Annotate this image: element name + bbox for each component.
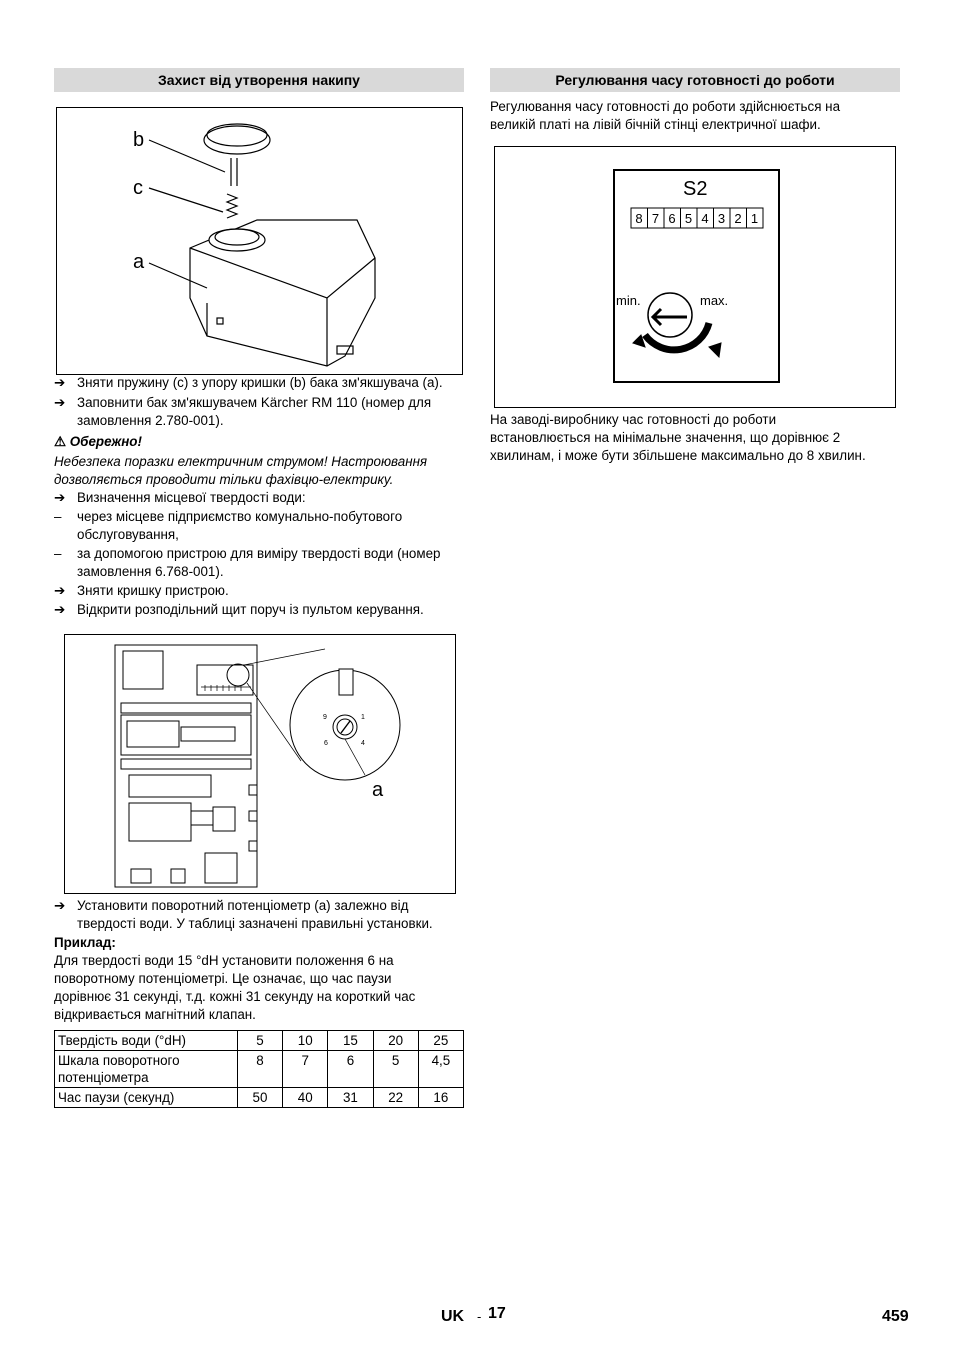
- table-cell: 16: [418, 1088, 463, 1108]
- warning-block: [54, 433, 466, 489]
- dial-label-4: 4: [361, 740, 365, 747]
- step-line: через місцеве підприємство комунально-побутового: [77, 509, 403, 524]
- table-cell: 15: [328, 1031, 373, 1051]
- table-cell: 20: [373, 1031, 418, 1051]
- figure-label-b: b: [133, 129, 145, 151]
- s2-title: S2: [683, 178, 708, 200]
- arrow-right-icon: ➔: [54, 490, 66, 505]
- dip-digit: 5: [684, 211, 693, 226]
- hardness-table: [54, 1030, 464, 1108]
- dial-label-1: 1: [361, 714, 365, 721]
- table-cell: 31: [328, 1088, 373, 1108]
- table-cell: 25: [418, 1031, 463, 1051]
- example-block: [54, 934, 466, 1024]
- softener-tank-illustration: [57, 108, 462, 374]
- table-cell: 8: [237, 1051, 282, 1088]
- step-line: замовлення 6.768-001).: [77, 564, 224, 579]
- step-line: Зняти кришку пристрою.: [77, 583, 229, 598]
- table-row-label: Шкала поворотного потенціометра: [55, 1051, 238, 1088]
- step-line: Відкрити розподільний щит поруч із пультом керування.: [77, 602, 424, 617]
- step-line: твердості води. У таблиці зазначені правильні установки.: [77, 916, 433, 931]
- control-board-illustration: [65, 635, 455, 893]
- step-line: Зняти пружину (c) з упору кришки (b) бака зм'якшувача (a).: [77, 375, 443, 390]
- footer-page-number: 459: [882, 1308, 909, 1325]
- table-row: [55, 1031, 464, 1051]
- example-title: Приклад:: [54, 935, 116, 950]
- step-line: Установити поворотний потенціометр (а) залежно від: [77, 898, 409, 913]
- arrow-right-icon: ➔: [54, 583, 66, 598]
- table-cell: 10: [283, 1031, 328, 1051]
- table-cell: 40: [283, 1088, 328, 1108]
- max-label: max.: [700, 293, 729, 308]
- dip-digit: 3: [717, 211, 726, 226]
- arrow-right-icon: ➔: [54, 395, 66, 410]
- figure-s2-switch: [494, 146, 896, 408]
- example-line: Для твердості води 15 °dH установити положення 6 на: [54, 953, 394, 968]
- table-cell: 50: [237, 1088, 282, 1108]
- dial-label-9: 9: [323, 714, 327, 721]
- outro-line: На заводі-виробнику час готовності до роботи: [490, 412, 777, 427]
- example-line: відкривається магнітний клапан.: [54, 1007, 256, 1022]
- footer-language: UK: [441, 1308, 465, 1325]
- outro-line: хвилинам, і може бути збільшене максимально до 8 хвилин.: [490, 448, 866, 463]
- warning-title: Обережно!: [69, 434, 142, 449]
- figure-label-a: a: [133, 251, 145, 273]
- arrow-right-icon: ➔: [54, 898, 66, 913]
- table-cell: 4,5: [418, 1051, 463, 1088]
- outro-line: встановлюється на мінімальне значення, що дорівнює 2: [490, 430, 841, 445]
- table-cell: 6: [328, 1051, 373, 1088]
- dash-marker: –: [54, 509, 62, 524]
- warning-triangle-icon: ⚠: [54, 434, 67, 449]
- min-label: min.: [616, 293, 641, 308]
- intro-line: великій платі на лівій бічній стінці електричної шафи.: [490, 117, 821, 132]
- intro-line: Регулювання часу готовності до роботи здійснюється на: [490, 99, 841, 114]
- table-row: [55, 1051, 464, 1088]
- standby-outro: [490, 411, 902, 465]
- table-cell: 7: [283, 1051, 328, 1088]
- footer-page-sub: 17: [488, 1305, 506, 1322]
- footer-dash: -: [477, 1309, 482, 1324]
- step-line: за допомогою пристрою для виміру твердості води (номер: [77, 546, 441, 561]
- table-cell: 5: [373, 1051, 418, 1088]
- example-line: поворотному потенціометрі. Це означає, що час паузи: [54, 971, 392, 986]
- step-line: замовлення 2.780-001).: [77, 413, 224, 428]
- step-line: обслуговування,: [77, 527, 179, 542]
- warning-line: дозволяється проводити тільки фахівцю-електрику.: [54, 472, 394, 487]
- section-header-scale-protection: Захист від утворення накипу: [54, 68, 464, 92]
- step-line: Визначення місцевої твердості води:: [77, 490, 306, 505]
- table-row: [55, 1088, 464, 1108]
- dial-label-6: 6: [324, 740, 328, 747]
- dip-digit: 6: [668, 211, 676, 226]
- dip-digit: 8: [635, 211, 643, 226]
- example-line: дорівнює 31 секунді, т.д. кожні 31 секунду на короткий час: [54, 989, 416, 1004]
- table-row-label: Твердість води (°dH): [55, 1031, 238, 1051]
- arrow-right-icon: ➔: [54, 375, 66, 390]
- warning-line: Небезпека поразки електричним струмом! Настроювання: [54, 454, 428, 469]
- dip-digit: 1: [750, 211, 759, 226]
- dip-digit: 7: [651, 211, 660, 226]
- table-cell: 5: [237, 1031, 282, 1051]
- dash-marker: –: [54, 546, 62, 561]
- table-row-label: Час паузи (секунд): [55, 1088, 238, 1108]
- standby-intro: [490, 98, 902, 134]
- s2-switch-illustration: [495, 147, 895, 407]
- section-header-standby-time: Регулювання часу готовності до роботи: [490, 68, 900, 92]
- figure-softener-tank: [56, 107, 463, 375]
- figure-control-board: [64, 634, 456, 894]
- dip-digit: 2: [734, 211, 742, 226]
- figure-label-a: a: [372, 779, 384, 801]
- dip-digit: 4: [701, 211, 709, 226]
- figure-label-c: c: [133, 177, 143, 199]
- arrow-right-icon: ➔: [54, 602, 66, 617]
- table-cell: 22: [373, 1088, 418, 1108]
- step-line: Заповнити бак зм'якшувачем Kärcher RM 110 (номер для: [77, 395, 432, 410]
